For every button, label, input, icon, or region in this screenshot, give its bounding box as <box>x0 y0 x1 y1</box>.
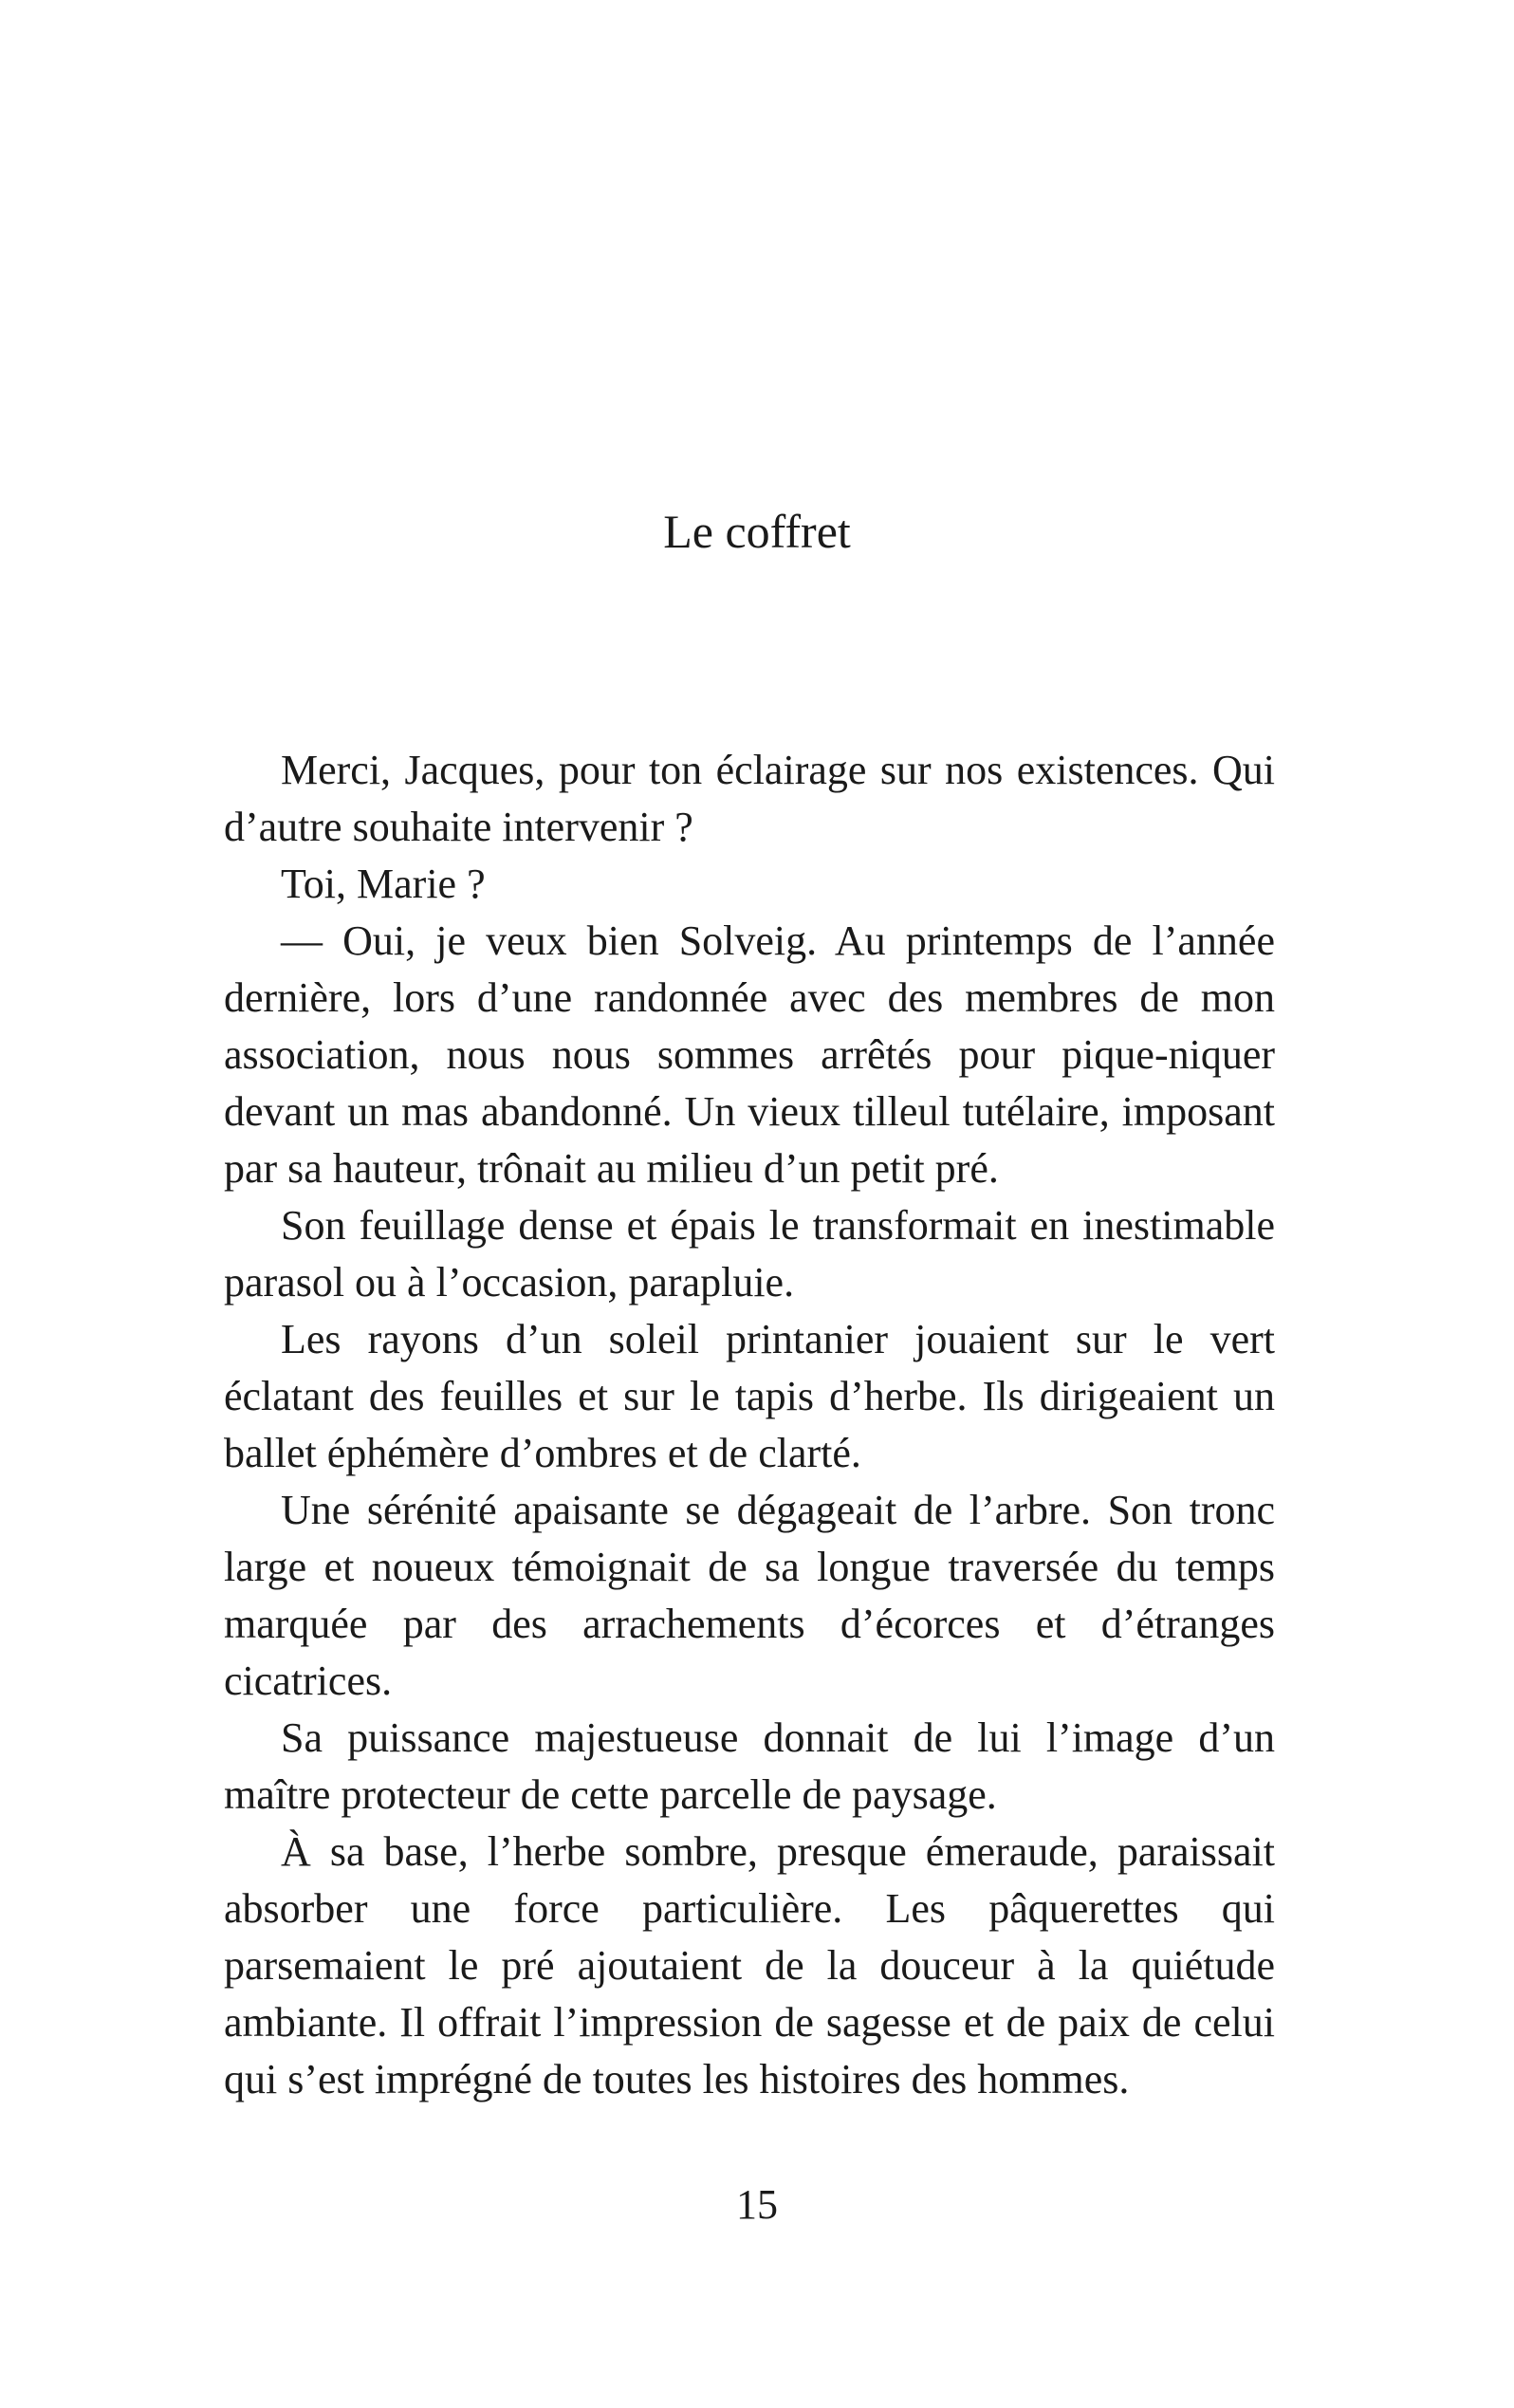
body-text <box>224 742 1275 2108</box>
paragraph: — Oui, je veux bien Solveig. Au printemps de l’année dernière, lors d’une randonnée avec des membres de mon association, nous nous sommes arrêtés pour pique-niquer devant un mas abandonné. Un vieux tilleul tutélaire, imposant par sa hauteur, trônait au milieu d’un petit pré. <box>224 917 1275 1192</box>
paragraph: Sa puissance majestueuse donnait de lui l’image d’un maître protecteur de cette parcelle de paysage. <box>224 1714 1275 1818</box>
paragraph: Une sérénité apaisante se dégageait de l’arbre. Son tronc large et noueux témoignait de sa longue traversée du temps marquée par des arrachements d’écorces et d’étranges cicatrices. <box>224 1487 1275 1704</box>
paragraph: À sa base, l’herbe sombre, presque émeraude, paraissait absorber une force particulière. Les pâquerettes qui parsemaient le pré ajoutaient de la douceur à la quiétude ambiante. Il offrait l’impression de sagesse et de paix de celui qui s’est imprégné de toutes les histoires des hommes. <box>224 1828 1275 2102</box>
page-number: 15 <box>736 2181 778 2228</box>
paragraph: Toi, Marie ? <box>281 861 486 907</box>
paragraph: Son feuillage dense et épais le transformait en inestimable parasol ou à l’occasion, parapluie. <box>224 1202 1275 1306</box>
paragraph: Merci, Jacques, pour ton éclairage sur nos existences. Qui d’autre souhaite intervenir ? <box>224 747 1275 850</box>
paragraph: Les rayons d’un soleil printanier jouaient sur le vert éclatant des feuilles et sur le tapis d’herbe. Ils dirigeaient un ballet éphémère d’ombres et de clarté. <box>224 1316 1275 1476</box>
chapter-title: Le coffret <box>663 505 851 558</box>
